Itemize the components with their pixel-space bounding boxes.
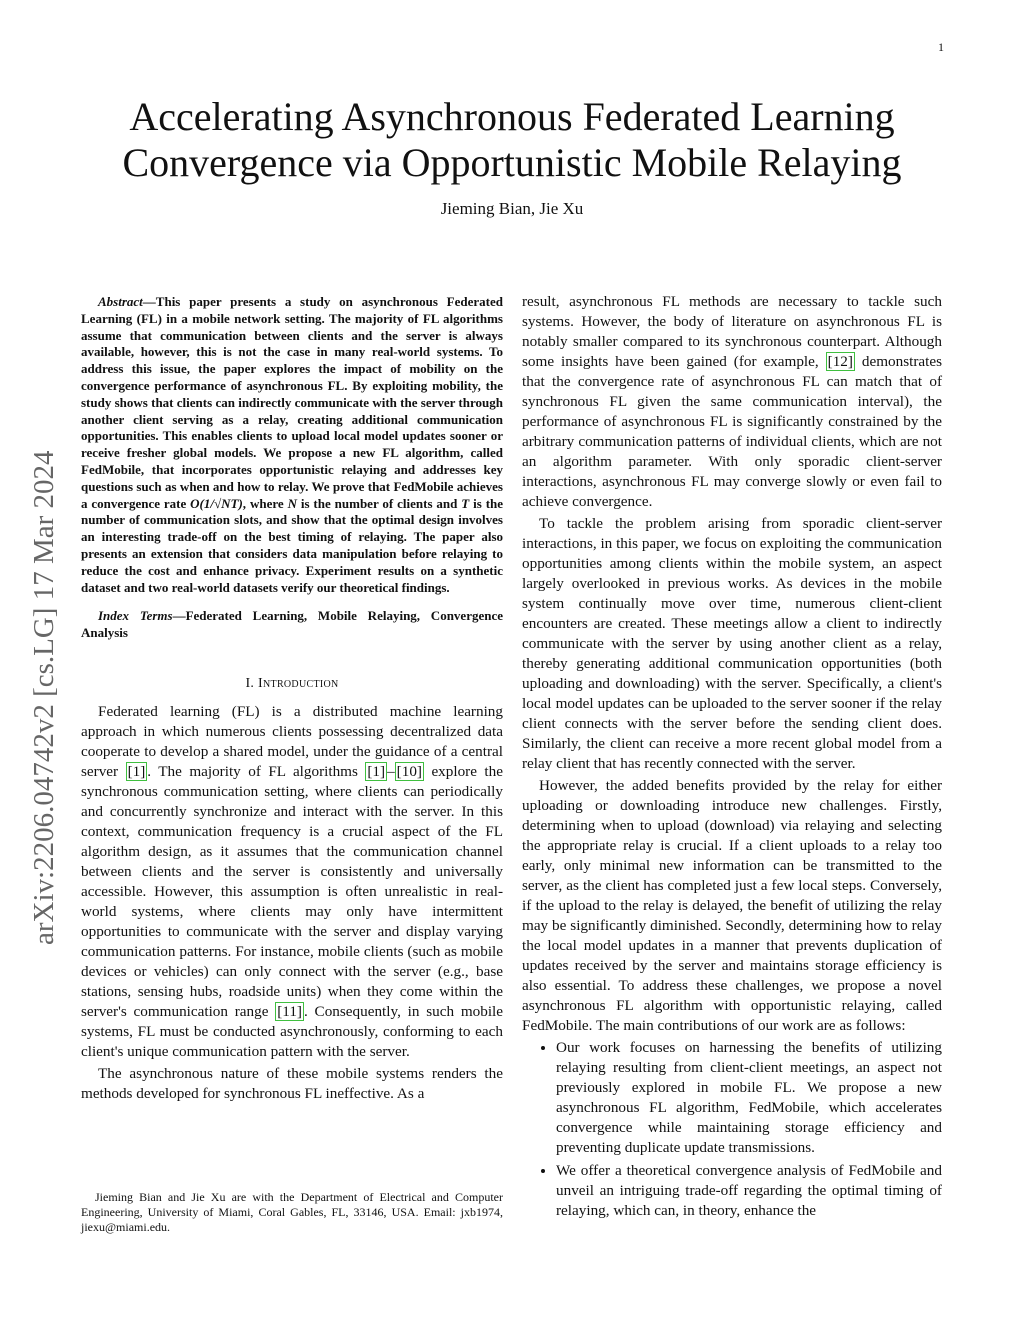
right-column [522, 292, 942, 1224]
right-paragraph-2: To tackle the problem arising from sporadic client-server interactions, in this paper, we focus on exploiting the communication opportunities among clients within the mobile system, an aspect largely overlooked in previous works. As devices in the mobile system continually move over time, numerous client-client encounters are created. These meetings allow a client to indirectly communicate with the server by using another client as a relay, thereby generating additional communication opportunities (both uploading and downloading) with the server. Specifically, a client's local model updates can be uploaded to the server sooner if the relay client connects with the server before the sending client does. Similarly, the client can receive a more recent global model from a relay client that has recently connected with the server. [522, 515, 942, 772]
intro-body [81, 702, 503, 1104]
intro-p1-c: explore the synchronous communication setting, where clients can periodically and concurrently synchronize and interact with the server. In this context, communication frequency is a crucial aspect of the FL algorithm design, as it assumes that the communication channel between clients and the server is consistently and universally accessible. However, this assumption is often unrealistic in real-world systems, where clients may only have intermittent opportunities to communicate with the server and display varying communication patterns. For instance, mobile clients (such as mobile devices or vehicles) can only connect with the server (e.g., base stations, sensing hubs, roadside units) when they come within the server's communication range [81, 762, 503, 1020]
intro-paragraph-2: The asynchronous nature of these mobile systems renders the methods developed for synchronous FL ineffective. As a [81, 1064, 503, 1102]
citation-link[interactable]: [12] [827, 353, 853, 370]
list-item: • We offer a theoretical convergence analysis of FedMobile and unveil an intriguing trade-off regarding the optimal timing of relaying, which can, in theory, enhance the [556, 1161, 942, 1221]
citation-link[interactable]: [11] [277, 1002, 302, 1020]
citation-link[interactable]: [1] [367, 762, 386, 780]
abstract-text-d: is the number of communication slots, and show that the optimal design involves an interesting trade-off on the best timing of relaying. The paper also presents an extension that considers data manipulation before relaying to reduce the cost and enhance privacy. Experiment results on a synthetic dataset and two real-world datasets verify our theoretical findings. [81, 495, 504, 595]
arxiv-stamp: arXiv:2206.04742v2 [cs.LG] 17 Mar 2024 [28, 450, 60, 945]
section-heading [81, 676, 503, 692]
section-number: I. [245, 675, 255, 691]
citation-link[interactable]: [10] [396, 762, 422, 780]
var-n: N [287, 495, 297, 511]
list-item: • Our work focuses on harnessing the benefits of utilizing relaying resulting from client-client meetings, an aspect not previously explored in mobile FL. We propose a new asynchronous FL algorithm, FedMobile, which accelerates convergence while maintaining storage efficiency and preventing duplicate update transmissions. [556, 1038, 942, 1158]
abstract-text-a: —This paper presents a study on asynchronous Federated Learning (FL) in a mobile network setting. The majority of FL algorithms assume that communication between clients and the server is always available, however, this is not the case in many real-world systems. To address this issue, the paper explores the impact of mobility on the convergence performance of asynchronous FL. By exploiting mobility, the study shows that clients can indirectly communicate with the server through another client serving as a relay, creating additional communication opportunities. This enables clients to upload local model updates sooner or receive fresher global models. We propose a new FL algorithm, called FedMobile, that incorporates opportunistic relaying and addresses key questions such as when and how to relay. We prove that FedMobile achieves a convergence rate [81, 294, 503, 511]
intro-paragraph-1 [81, 702, 503, 1062]
right-paragraph-1 [522, 292, 942, 512]
right-paragraph-3: However, the added benefits provided by the relay for either uploading or downloading introduce new challenges. Firstly, determining when to upload (download) via relaying and selecting the appropriate relay is crucial. If a client uploads to a relay too early, only minimal new information can be transmitted to the server, as the client has completed just a few local steps. Conversely, if the upload to the relay is delayed, the benefit of utilizing the relay may be significantly diminished. Secondly, determining how to relay the local model updates in a manner that prevents duplication of updates received by the server and maintains storage efficiency is also essential. To address these challenges, we propose a novel asynchronous FL algorithm with opportunistic relaying, called FedMobile. The main contributions of our work are as follows: [522, 777, 942, 1034]
contributions-list [522, 1038, 942, 1221]
abstract-text-b: , where [242, 495, 284, 511]
intro-p1-a: Federated learning (FL) is a distributed machine learning approach in which numerous clients possessing decentralized data cooperate to develop a shared model, under the guidance of a central server [81, 702, 503, 780]
abstract [81, 294, 503, 596]
intro-p1-d: . Consequently, in such mobile systems, FL must be conducted asynchronously, conforming to each client's unique communication pattern with the server. [81, 1002, 504, 1060]
left-column [81, 294, 503, 1104]
citation-link[interactable]: [1] [127, 762, 146, 780]
footnote: Jieming Bian and Jie Xu are with the Department of Electrical and Computer Engineering, University of Miami, Coral Gables, FL, 33146, USA. Email: jxb1974, jiexu@miami.edu. [81, 1190, 503, 1234]
intro-p1-b: . The majority of FL algorithms [147, 762, 358, 780]
section-title: Introduction [258, 675, 339, 691]
index-terms-label: Index Terms [98, 608, 173, 624]
var-t: T [461, 495, 470, 511]
convergence-rate: O(1/√NT) [190, 495, 243, 511]
right-p1-b: demonstrates that the convergence rate of asynchronous FL can match that of synchronous FL given the same communication interval), the performance of asynchronous FL is significantly constrained by the arbitrary communication patterns of individual clients, which are not an algorithm parameter. With only sporadic client-server interactions, asynchronous FL may converge slowly or even fail to achieve convergence. [522, 353, 943, 510]
abstract-label: Abstract [98, 294, 143, 309]
abstract-text-c: is the number of clients and [300, 495, 458, 511]
right-p1-a: result, asynchronous FL methods are necessary to tackle such systems. However, the body of literature on asynchronous FL is notably smaller compared to its synchronous counterpart. Although some insights have been gained (for example, [522, 293, 942, 370]
index-terms-text: —Federated Learning, Mobile Relaying, Convergence Analysis [81, 608, 503, 641]
range-dash: – [387, 762, 395, 780]
paper-authors: Jieming Bian, Jie Xu [440, 199, 584, 218]
index-terms [81, 608, 503, 642]
page-number: 1 [938, 40, 944, 54]
paper-title: Accelerating Asynchronous Federated Learning Convergence via Opportunistic Mobile Relaying [122, 94, 902, 185]
